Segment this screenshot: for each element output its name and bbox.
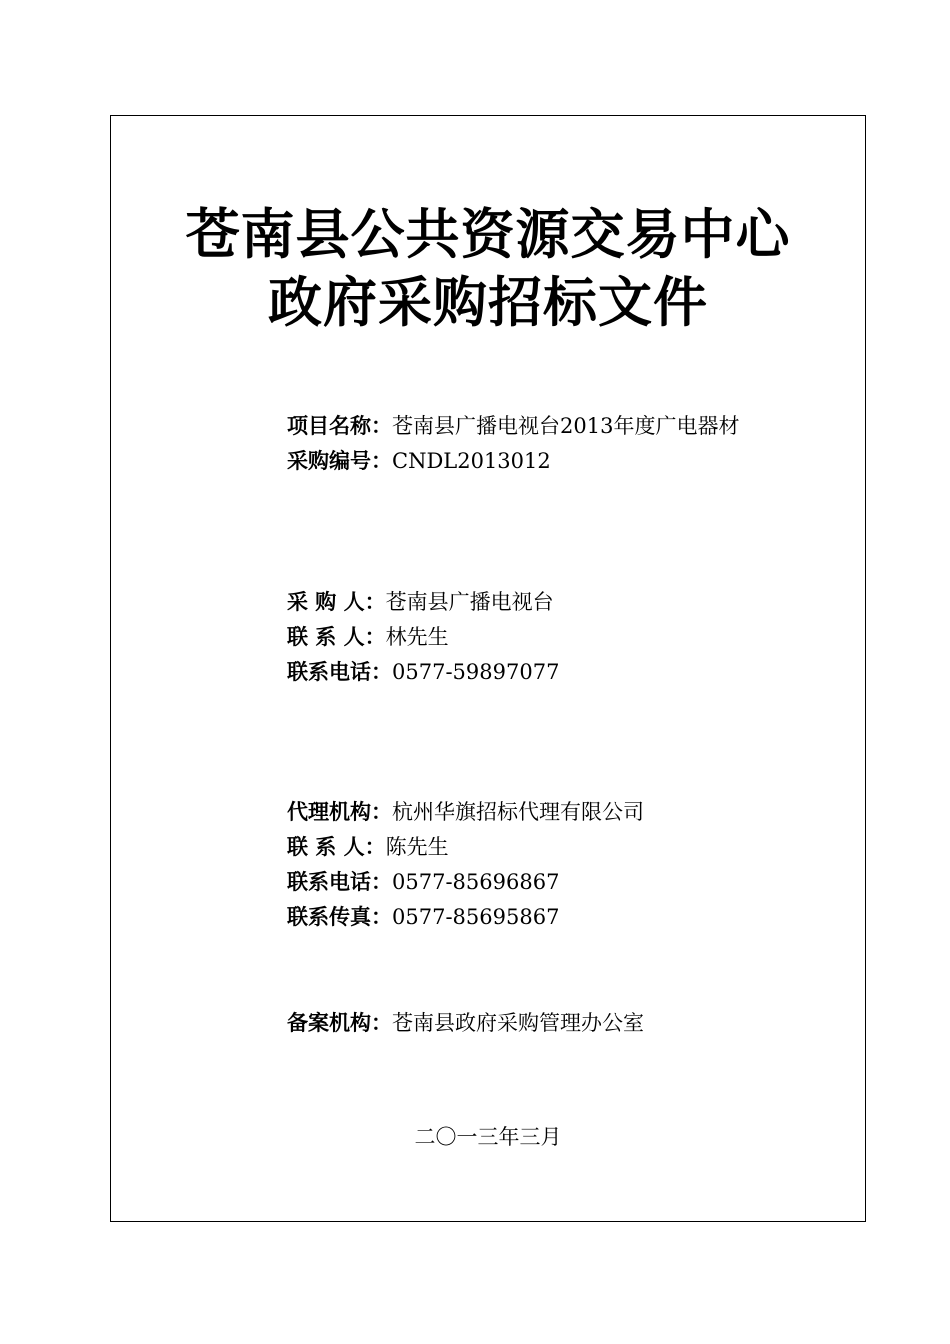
filing-row [287,1005,644,1040]
document-date: 二〇一三年三月 [414,1125,562,1149]
procurement-code-label: 采购编号： [287,448,392,473]
purchaser-row [287,584,559,619]
project-name-label: 项目名称： [287,413,392,438]
document-title-line-1: 苍南县公共资源交易中心 [185,203,791,266]
procurement-code-value: CNDL2013012 [392,449,551,473]
agency-row [287,794,644,829]
purchaser-contact-value: 林先生 [385,625,449,649]
agency-phone-label: 联系电话： [287,869,392,894]
agency-phone-row [287,864,644,899]
agency-fax-label: 联系传真： [287,904,392,929]
purchaser-info [287,584,559,689]
filing-label: 备案机构： [287,1010,392,1035]
agency-info [287,794,644,934]
filing-value: 苍南县政府采购管理办公室 [392,1011,644,1035]
purchaser-value: 苍南县广播电视台 [385,590,554,614]
agency-phone-value: 0577-85696867 [392,870,560,894]
project-name-row [287,408,739,443]
agency-contact-label: 联 系 人： [287,834,386,859]
purchaser-phone-value: 0577-59897077 [392,660,560,684]
purchaser-contact-row [287,619,559,654]
purchaser-phone-label: 联系电话： [287,659,392,684]
agency-fax-value: 0577-85695867 [392,905,560,929]
procurement-code-row [287,443,739,478]
agency-fax-row [287,899,644,934]
purchaser-contact-label: 联 系 人： [287,624,386,649]
purchaser-phone-row [287,654,559,689]
project-info [287,408,739,478]
agency-contact-row [287,829,644,864]
purchaser-label: 采 购 人： [287,589,386,614]
project-name-value: 苍南县广播电视台2013年度广电器材 [392,414,740,438]
filing-info [287,1005,644,1040]
agency-label: 代理机构： [287,799,392,824]
agency-contact-value: 陈先生 [385,835,449,859]
agency-value: 杭州华旗招标代理有限公司 [392,800,644,824]
document-title-line-2: 政府采购招标文件 [268,271,708,334]
